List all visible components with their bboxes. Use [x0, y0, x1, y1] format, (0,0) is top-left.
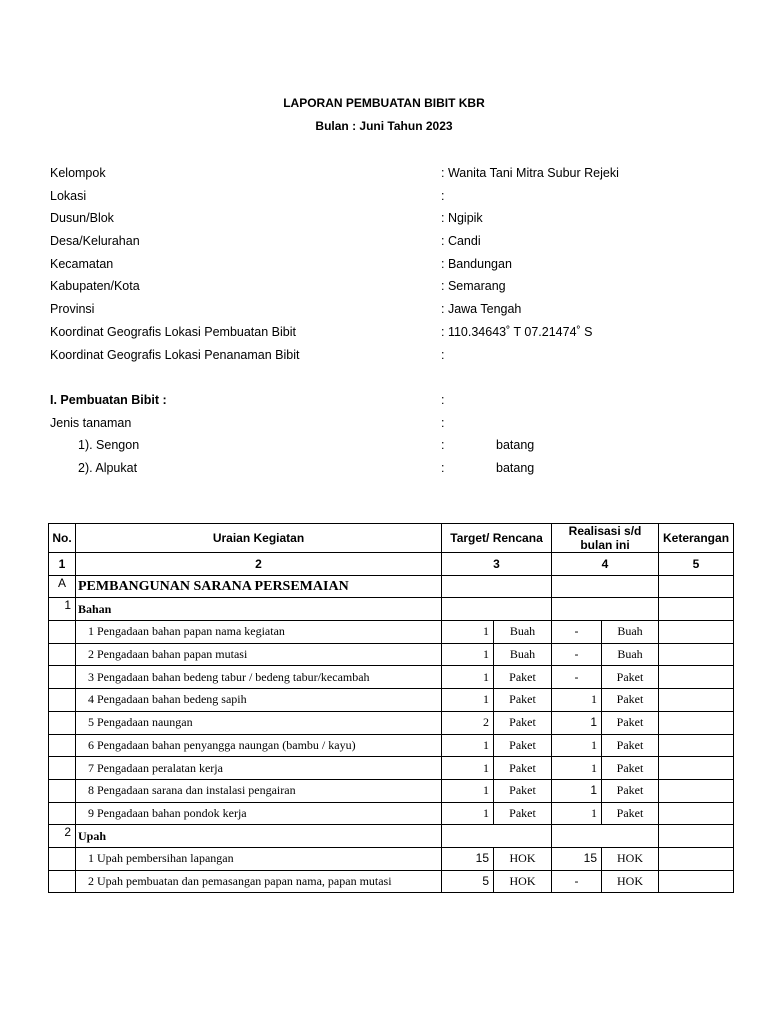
info-label: Provinsi — [50, 302, 95, 317]
plant-unit: batang — [496, 438, 535, 453]
info-label: Kelompok — [50, 166, 106, 180]
row-label — [76, 847, 442, 870]
row-target-unit: Buah — [494, 643, 552, 666]
row-item-label: Pengadaan naungan — [97, 715, 193, 730]
row-target: 1 — [442, 643, 494, 666]
table-row — [49, 711, 734, 734]
plant-row — [50, 434, 750, 457]
row-real-unit: Paket — [602, 779, 659, 802]
row-target: 1 — [442, 779, 494, 802]
info-value: : Semarang — [441, 279, 506, 294]
info-value: : — [441, 347, 445, 362]
row-item-label: Pengadaan bahan penyangga naungan (bambu / kayu) — [97, 737, 356, 752]
group-upah-row — [49, 825, 734, 848]
row-target: 5 — [442, 870, 494, 893]
header-realisasi: Realisasi s/d bulan ini — [552, 524, 659, 553]
group-no: 2 — [49, 825, 76, 848]
row-real: 1 — [552, 779, 602, 802]
info-row-kecamatan — [50, 253, 750, 276]
row-label — [76, 689, 442, 712]
row-real: 1 — [552, 757, 602, 780]
info-label: Dusun/Blok — [50, 211, 114, 226]
info-row-kelompok — [50, 162, 750, 185]
row-label — [76, 666, 442, 689]
table-row — [49, 847, 734, 870]
row-label — [76, 734, 442, 757]
row-target-unit: Paket — [494, 689, 552, 712]
row-target-unit: HOK — [494, 870, 552, 893]
row-real-unit: Paket — [602, 711, 659, 734]
table-row — [49, 643, 734, 666]
row-real-unit: Paket — [602, 757, 659, 780]
table-row — [49, 689, 734, 712]
row-target: 1 — [442, 757, 494, 780]
row-target-unit: Paket — [494, 757, 552, 780]
info-block — [50, 162, 750, 480]
activity-table — [48, 523, 734, 893]
col-number: 1 — [49, 553, 76, 576]
row-label — [76, 802, 442, 825]
row-item-label: Upah pembuatan dan pemasangan papan nama, papan mutasi — [97, 873, 392, 888]
info-label: Desa/Kelurahan — [50, 234, 140, 249]
info-value: : — [441, 188, 445, 203]
table-row — [49, 757, 734, 780]
row-target-unit: Buah — [494, 621, 552, 644]
header-no: No. — [49, 524, 76, 553]
row-item-no: 2 — [88, 647, 94, 662]
row-item-no: 7 — [88, 760, 94, 775]
info-value: : 110.34643˚ T 07.21474˚ S — [441, 324, 593, 339]
info-value: : Jawa Tengah — [441, 302, 522, 317]
row-real-unit: Paket — [602, 802, 659, 825]
row-no-empty — [49, 779, 76, 802]
row-real: 1 — [552, 802, 602, 825]
info-value: : Bandungan — [441, 256, 512, 271]
row-no-empty — [49, 757, 76, 780]
group-no: 1 — [49, 598, 76, 621]
info-label: Lokasi — [50, 188, 87, 203]
row-item-no: 6 — [88, 737, 94, 752]
row-no-empty — [49, 711, 76, 734]
table-row — [49, 666, 734, 689]
info-row-desa — [50, 230, 750, 253]
row-target: 1 — [442, 802, 494, 825]
table-row — [49, 802, 734, 825]
row-target: 1 — [442, 689, 494, 712]
row-target: 1 — [442, 734, 494, 757]
section-a-no: A — [49, 575, 76, 598]
row-label — [76, 711, 442, 734]
info-row-kabupaten — [50, 275, 750, 298]
row-no-empty — [49, 643, 76, 666]
row-item-label: Upah pembersihan lapangan — [97, 851, 234, 866]
section-a-label: PEMBANGUNAN SARANA PERSEMAIAN — [76, 575, 442, 598]
plant-unit: batang — [496, 460, 535, 475]
row-real: - — [552, 621, 602, 644]
row-item-no: 4 — [88, 692, 94, 707]
row-label — [76, 779, 442, 802]
document-title: LAPORAN PEMBUATAN BIBIT KBR — [283, 96, 485, 110]
row-real-unit: Paket — [602, 689, 659, 712]
table-row — [49, 621, 734, 644]
info-label: Kabupaten/Kota — [50, 279, 140, 294]
row-item-no: 2 — [88, 873, 94, 888]
info-value: : Candi — [441, 234, 481, 249]
row-target-unit: Paket — [494, 734, 552, 757]
row-item-no: 3 — [88, 669, 94, 684]
plant-label: 2). Alpukat — [78, 460, 138, 475]
row-item-label: Pengadaan sarana dan instalasi pengairan — [97, 783, 296, 798]
row-real-unit: Paket — [602, 734, 659, 757]
row-label — [76, 870, 442, 893]
row-target-unit: Paket — [494, 779, 552, 802]
row-item-no: 5 — [88, 715, 94, 730]
row-keterangan — [659, 802, 734, 825]
row-keterangan — [659, 621, 734, 644]
table-row — [49, 870, 734, 893]
row-real: - — [552, 643, 602, 666]
row-no-empty — [49, 802, 76, 825]
col-number: 5 — [659, 553, 734, 576]
row-item-no: 1 — [88, 624, 94, 639]
document-subtitle: Bulan : Juni Tahun 2023 — [315, 119, 453, 133]
plant-colon: : — [441, 460, 445, 475]
info-value: : Ngipik — [441, 211, 483, 226]
col-number: 2 — [76, 553, 442, 576]
row-target-unit: Paket — [494, 711, 552, 734]
row-item-no: 1 — [88, 851, 94, 866]
row-keterangan — [659, 689, 734, 712]
jenis-tanaman-colon: : — [441, 415, 445, 430]
row-real-unit: HOK — [602, 847, 659, 870]
row-keterangan — [659, 643, 734, 666]
row-target-unit: Paket — [494, 666, 552, 689]
row-target: 15 — [442, 847, 494, 870]
table-row — [49, 734, 734, 757]
info-label: Kecamatan — [50, 256, 114, 271]
row-target: 1 — [442, 621, 494, 644]
info-label: Koordinat Geografis Lokasi Pembuatan Bibit — [50, 324, 296, 339]
row-real-unit: HOK — [602, 870, 659, 893]
group-label: Bahan — [76, 598, 442, 621]
row-label — [76, 643, 442, 666]
header-target: Target/ Rencana — [442, 524, 552, 553]
row-keterangan — [659, 779, 734, 802]
jenis-tanaman-row — [50, 412, 750, 435]
group-bahan-row — [49, 598, 734, 621]
row-real-unit: Buah — [602, 643, 659, 666]
row-no-empty — [49, 621, 76, 644]
row-keterangan — [659, 847, 734, 870]
column-number-row — [49, 553, 734, 576]
table-header-row — [49, 524, 734, 553]
row-label — [76, 757, 442, 780]
plant-row — [50, 457, 750, 480]
header-keterangan: Keterangan — [659, 524, 734, 553]
row-target-unit: Paket — [494, 802, 552, 825]
row-target: 2 — [442, 711, 494, 734]
info-label: Koordinat Geografis Lokasi Penanaman Bibit — [50, 347, 300, 362]
plant-colon: : — [441, 438, 445, 453]
row-item-label: Pengadaan bahan bedeng tabur / bedeng tabur/kecambah — [97, 669, 370, 684]
row-keterangan — [659, 870, 734, 893]
row-real: 1 — [552, 689, 602, 712]
row-keterangan — [659, 711, 734, 734]
row-item-no: 8 — [88, 783, 94, 798]
row-real: 15 — [552, 847, 602, 870]
row-no-empty — [49, 689, 76, 712]
section-a-row — [49, 575, 734, 598]
row-item-label: Pengadaan bahan bedeng sapih — [97, 692, 247, 707]
row-target: 1 — [442, 666, 494, 689]
info-row-koordinat-penanaman — [50, 344, 750, 367]
row-real-unit: Buah — [602, 621, 659, 644]
section-heading: I. Pembuatan Bibit : — [50, 392, 167, 407]
col-number: 3 — [442, 553, 552, 576]
plant-label: 1). Sengon — [78, 438, 140, 453]
row-no-empty — [49, 847, 76, 870]
row-label — [76, 621, 442, 644]
col-number: 4 — [552, 553, 659, 576]
info-row-provinsi — [50, 298, 750, 321]
row-real: - — [552, 870, 602, 893]
row-real: 1 — [552, 734, 602, 757]
header-uraian: Uraian Kegiatan — [76, 524, 442, 553]
row-real: - — [552, 666, 602, 689]
jenis-tanaman-label: Jenis tanaman — [50, 415, 132, 430]
info-row-koordinat-pembuatan — [50, 321, 750, 344]
info-value: : Wanita Tani Mitra Subur Rejeki — [441, 166, 619, 180]
info-row-dusun — [50, 207, 750, 230]
row-real: 1 — [552, 711, 602, 734]
row-keterangan — [659, 734, 734, 757]
row-item-label: Pengadaan bahan papan mutasi — [97, 647, 248, 662]
row-no-empty — [49, 870, 76, 893]
row-item-no: 9 — [88, 805, 94, 820]
row-keterangan — [659, 757, 734, 780]
row-no-empty — [49, 666, 76, 689]
info-row-lokasi — [50, 185, 750, 208]
row-real-unit: Paket — [602, 666, 659, 689]
row-no-empty — [49, 734, 76, 757]
group-label: Upah — [76, 825, 442, 848]
row-item-label: Pengadaan bahan papan nama kegiatan — [97, 624, 285, 639]
section-heading-row — [50, 389, 750, 412]
row-item-label: Pengadaan peralatan kerja — [97, 760, 223, 775]
row-target-unit: HOK — [494, 847, 552, 870]
section-heading-colon: : — [441, 392, 445, 407]
row-keterangan — [659, 666, 734, 689]
table-row — [49, 779, 734, 802]
row-item-label: Pengadaan bahan pondok kerja — [97, 805, 247, 820]
